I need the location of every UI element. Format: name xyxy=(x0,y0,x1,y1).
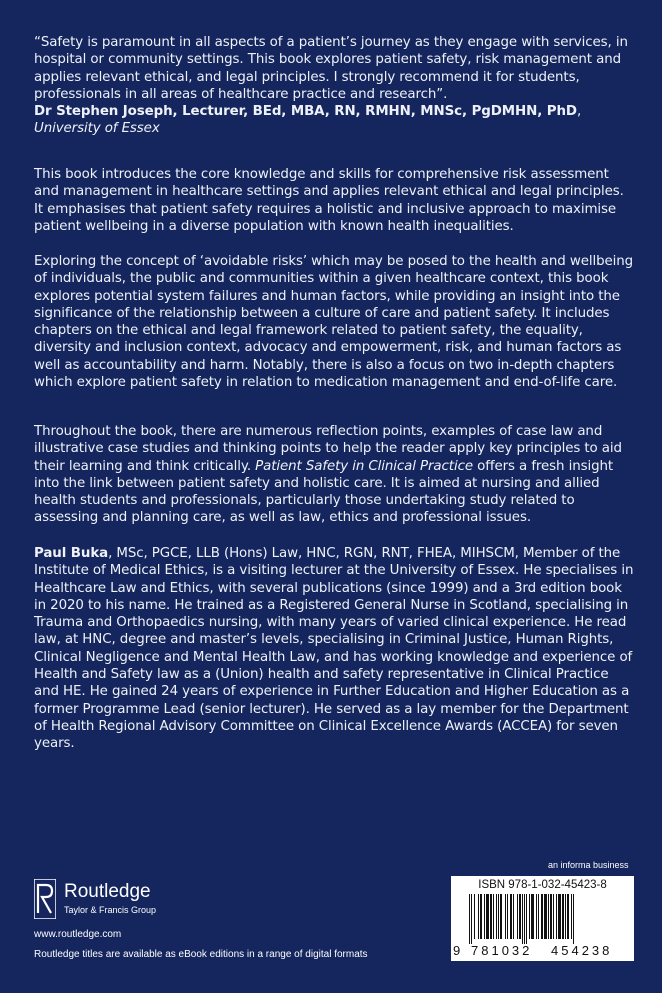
author-paragraph xyxy=(34,545,634,753)
routledge-logo-icon xyxy=(34,879,56,919)
publisher-name: Routledge xyxy=(64,881,151,902)
isbn-label: ISBN 978-1-032-45423-8 xyxy=(478,879,607,891)
endorsement-quote xyxy=(34,34,634,138)
barcode-icon xyxy=(457,894,628,944)
description-concept xyxy=(34,253,634,391)
description-throughout xyxy=(34,423,634,527)
throughout-paragraph xyxy=(34,423,634,527)
author-bio-text: , MSc, PGCE, LLB (Hons) Law, HNC, RGN, RNT, FHEA, MIHSCM, Member of the Institute of Medical Ethics, is a visiting lecturer at the University of Essex. He specialises in Healthcare Law and Ethics, with several publications (since 1999) and a 3rd edition book in 2020 to his name. He trained as a Registered General Nurse in Scotland, specialising in Trauma and Orthopaedics nursing, with many years of varied clinical experience. He read law, at HNC, degree and master’s levels, specialising in Criminal Justice, Human Rights, Clinical Negligence and Mental Health Law, and has working knowledge and experience of Health and Safety law as a (Union) health and safety representative in Clinical Practice and HE. He gained 24 years of experience in Further Education and Higher Education as a former Programme Lead (senior lecturer). He served as a lay member for the Department of Health Regional Advisory Committee on Clinical Excellence Awards (ACCEA) for seven years. xyxy=(34,546,634,752)
quote-attribution-institution: University of Essex xyxy=(34,121,160,137)
book-title: Patient Safety in Clinical Practice xyxy=(255,458,473,474)
attribution-comma: , xyxy=(576,104,582,120)
isbn-barcode xyxy=(451,876,634,961)
throughout-text-b: offers a fresh insight into the link between patient safety and holistic care. It is aimed at nursing and allied health students and professionals, particularly those undertaking study related to assessing and planning care, as well as law, ethics and professional issues. xyxy=(34,458,614,526)
quote-attribution xyxy=(34,103,634,138)
informa-tagline: an informa business xyxy=(548,860,629,870)
concept-paragraph: Exploring the concept of ‘avoidable risks’ which may be posed to the health and wellbeing of individuals, the public and communities within a given healthcare context, this book explores potential system failures and human factors, while providing an insight into the significance of the relationship between a culture of care and patient safety. It includes chapters on the ethical and legal framework related to patient safety, the equality, diversity and inclusion context, advocacy and empowerment, risk, and human factors as well as accountability and harm. Notably, there is also a focus on two in-depth chapters which explore patient safety in relation to medication management and end-of-life care. xyxy=(34,254,634,391)
author-name: Paul Buka xyxy=(34,546,109,561)
intro-paragraph: This book introduces the core knowledge and skills for comprehensive risk assessment and management in healthcare settings and applies relevant ethical and legal principles. It emphasises that patient safety requires a holistic and inclusive approach to maximise patient wellbeing in a diverse population with known health inequalities. xyxy=(34,167,624,234)
description-intro xyxy=(34,166,634,235)
publisher-website[interactable]: www.routledge.com xyxy=(34,929,122,940)
publisher-group: Taylor & Francis Group xyxy=(64,905,157,915)
quote-text: “Safety is paramount in all aspects of a patient’s journey as they engage with services, in hospital or community settings. This book explores patient safety, risk management and applies relevant ethical, and legal principles. I strongly recommend it for students, professionals in all areas of healthcare practice and research”. xyxy=(34,35,628,102)
ebook-note: Routledge titles are available as eBook editions in a range of digital formats xyxy=(34,949,368,960)
isbn-group-left: 781032 xyxy=(471,943,533,958)
isbn-lead-digit: 9 xyxy=(453,943,461,958)
throughout-text-a: Throughout the book, there are numerous reflection points, examples of case law and illustrative case studies and thinking points to help the reader apply key principles to aid their learning and think critically. xyxy=(34,424,622,474)
author-bio xyxy=(34,545,634,753)
isbn-group-right: 454238 xyxy=(551,943,613,958)
quote-attribution-name: Dr Stephen Joseph, Lecturer, BEd, MBA, RN, RMHN, MNSc, PgDMHN, PhD xyxy=(34,104,577,120)
